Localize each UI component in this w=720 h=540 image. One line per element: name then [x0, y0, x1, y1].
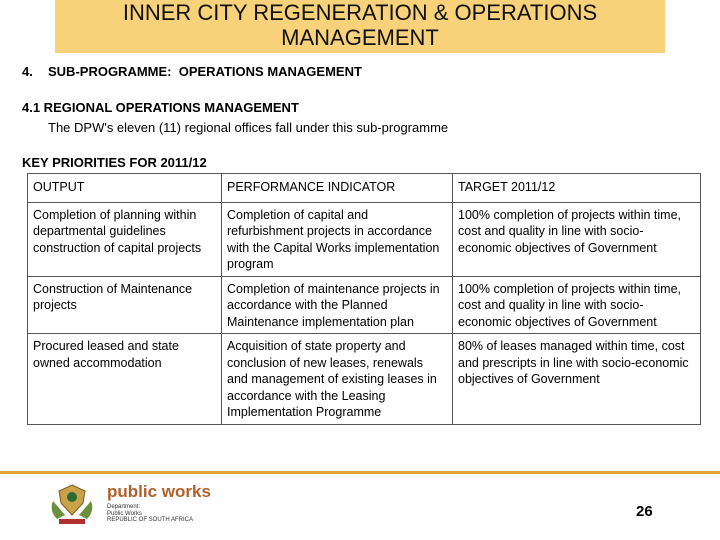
section-heading: SUB-PROGRAMME: OPERATIONS MANAGEMENT — [48, 64, 362, 79]
cell-output: Construction of Maintenance projects — [28, 276, 222, 334]
table-row — [28, 276, 701, 334]
cell-output: Completion of planning within departmental guidelines construction of capital projects — [28, 202, 222, 276]
coat-of-arms-icon — [45, 481, 99, 527]
cell-indicator: Acquisition of state property and conclusion of new leases, renewals and management of existing leases in accordance with the Leasing Implementation Programme — [222, 334, 453, 425]
cell-target: 100% completion of projects within time, cost and quality in line with socio-economic objectives of Government — [453, 276, 701, 334]
title-line-1: INNER CITY REGENERATION & OPERATIONS — [122, 0, 598, 25]
cell-indicator: Completion of maintenance projects in accordance with the Planned Maintenance implementation plan — [222, 276, 453, 334]
brand-sub-line-2: Public Works — [107, 510, 142, 517]
title-line-2: MANAGEMENT — [281, 25, 439, 50]
header-indicator: PERFORMANCE INDICATOR — [222, 174, 453, 203]
cell-target: 100% completion of projects within time, cost and quality in line with socio-economic objectives of Government — [453, 202, 701, 276]
brand-subtitle — [107, 504, 193, 524]
cell-output: Procured leased and state owned accommodation — [28, 334, 222, 425]
cell-target: 80% of leases managed within time, cost and prescripts in line with socio-economic objectives of Government — [453, 334, 701, 425]
brand-sub-line-3: REPUBLIC OF SOUTH AFRICA — [107, 517, 194, 523]
section-number: 4. — [22, 64, 33, 79]
header-output: OUTPUT — [28, 174, 222, 203]
priorities-table — [27, 173, 701, 425]
header-target: TARGET 2011/12 — [453, 174, 701, 203]
title-banner — [55, 0, 665, 53]
brand-sub-line-1: Department: — [107, 504, 141, 510]
priorities-heading: KEY PRIORITIES FOR 2011/12 — [22, 155, 207, 170]
cell-indicator: Completion of capital and refurbishment projects in accordance with the Capital Works implementation program — [222, 202, 453, 276]
subsection-body: The DPW's eleven (11) regional offices fall under this sub-programme — [48, 120, 449, 135]
page-number: 26 — [636, 503, 653, 520]
table-row — [28, 334, 701, 425]
subsection-heading: 4.1 REGIONAL OPERATIONS MANAGEMENT — [22, 100, 299, 115]
table-row — [28, 202, 701, 276]
brand-name: public works — [107, 482, 211, 501]
table-header-row — [28, 174, 701, 203]
footer-divider — [0, 471, 720, 474]
